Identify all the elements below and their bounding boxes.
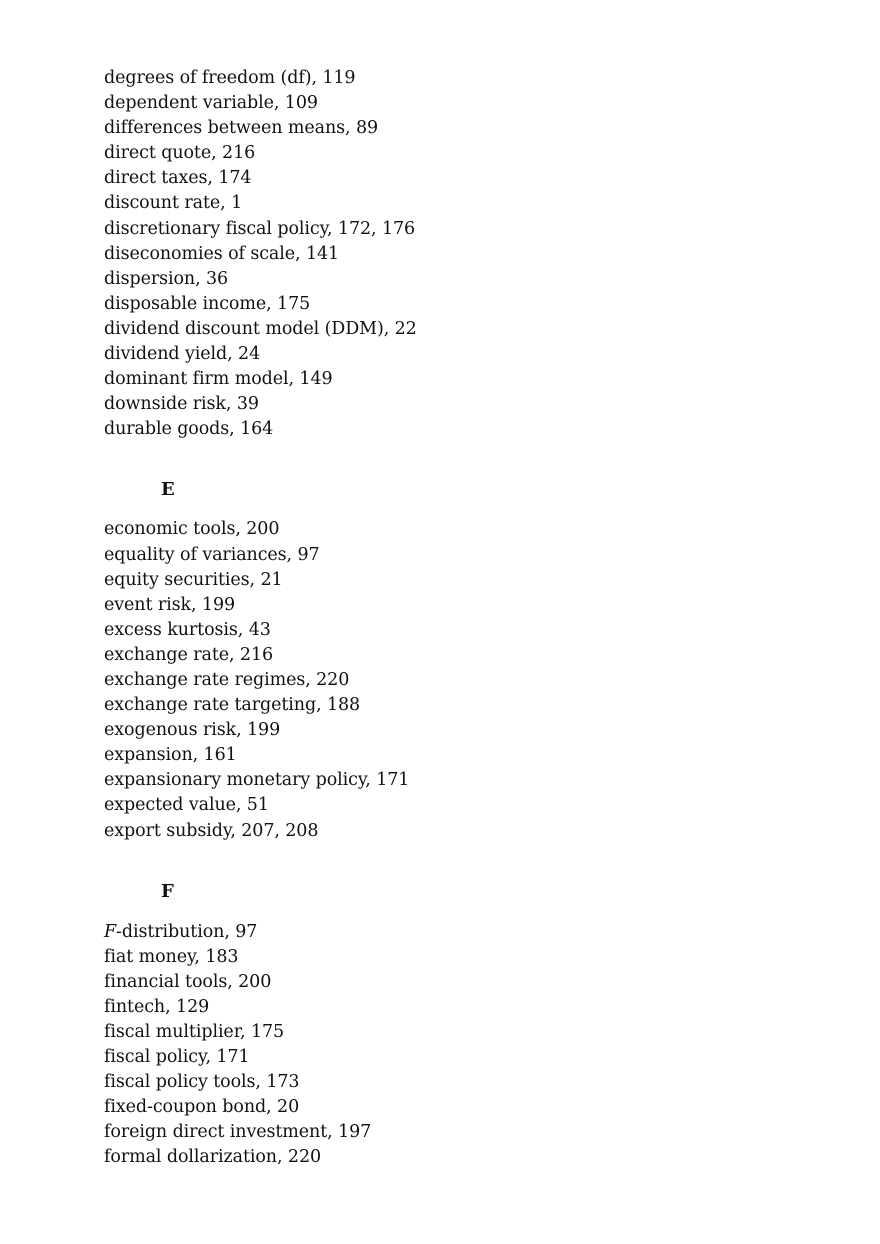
index-entry: event risk, 199 [104,594,236,615]
entry-text: -distribution, 97 [116,921,258,942]
index-entry: degrees of freedom (df), 119 [104,68,356,88]
section-heading-f: F [161,880,174,902]
index-entry: exchange rate targeting, 188 [104,695,361,716]
index-entry: direct quote, 216 [104,143,256,164]
index-entry: fixed-coupon bond, 20 [104,1097,300,1118]
index-page [104,66,804,1171]
italic-symbol: F [104,921,117,942]
index-entry: dividend yield, 24 [104,344,261,365]
index-entry: exchange rate regimes, 220 [104,669,350,690]
index-entry: dominant firm model, 149 [104,369,333,390]
index-entry: exogenous risk, 199 [104,720,281,741]
index-entry: formal dollarization, 220 [104,1147,322,1168]
index-entry: discount rate, 1 [104,193,243,214]
index-entry: fiscal policy, 171 [104,1047,250,1068]
index-entry: expansionary monetary policy, 171 [104,770,410,791]
index-entry: fiat money, 183 [104,946,239,967]
index-entry: financial tools, 200 [104,971,272,992]
index-section-d [104,66,804,442]
index-entry: dividend discount model (DDM), 22 [104,318,417,339]
index-entry: foreign direct investment, 197 [104,1122,372,1143]
index-entry: direct taxes, 174 [104,168,252,189]
index-entry: export subsidy, 207, 208 [104,820,319,841]
index-entry: equality of variances, 97 [104,544,320,565]
index-entry: diseconomies of scale, 141 [104,243,340,264]
index-entry: economic tools, 200 [104,519,280,540]
index-entry: dispersion, 36 [104,268,229,289]
index-entry: excess kurtosis, 43 [104,619,271,640]
index-entry: expansion, 161 [104,745,237,766]
index-entry: discretionary fiscal policy, 172, 176 [104,218,416,239]
section-heading-e: E [161,479,175,501]
index-entry: fiscal policy tools, 173 [104,1072,300,1093]
index-entry: downside risk, 39 [104,394,259,415]
index-entry: equity securities, 21 [104,569,283,590]
index-section-e [104,517,804,843]
index-entry: dependent variable, 109 [104,93,318,114]
index-entry: fiscal multiplier, 175 [104,1022,285,1042]
index-entry: durable goods, 164 [104,419,274,440]
index-entry: expected value, 51 [104,795,269,816]
index-entry-f-distribution [104,920,804,945]
index-entry: exchange rate, 216 [104,644,274,665]
index-entry: disposable income, 175 [104,293,311,314]
index-section-f [104,920,804,1171]
index-entry: fintech, 129 [104,996,210,1017]
index-entry: differences between means, 89 [104,118,379,139]
